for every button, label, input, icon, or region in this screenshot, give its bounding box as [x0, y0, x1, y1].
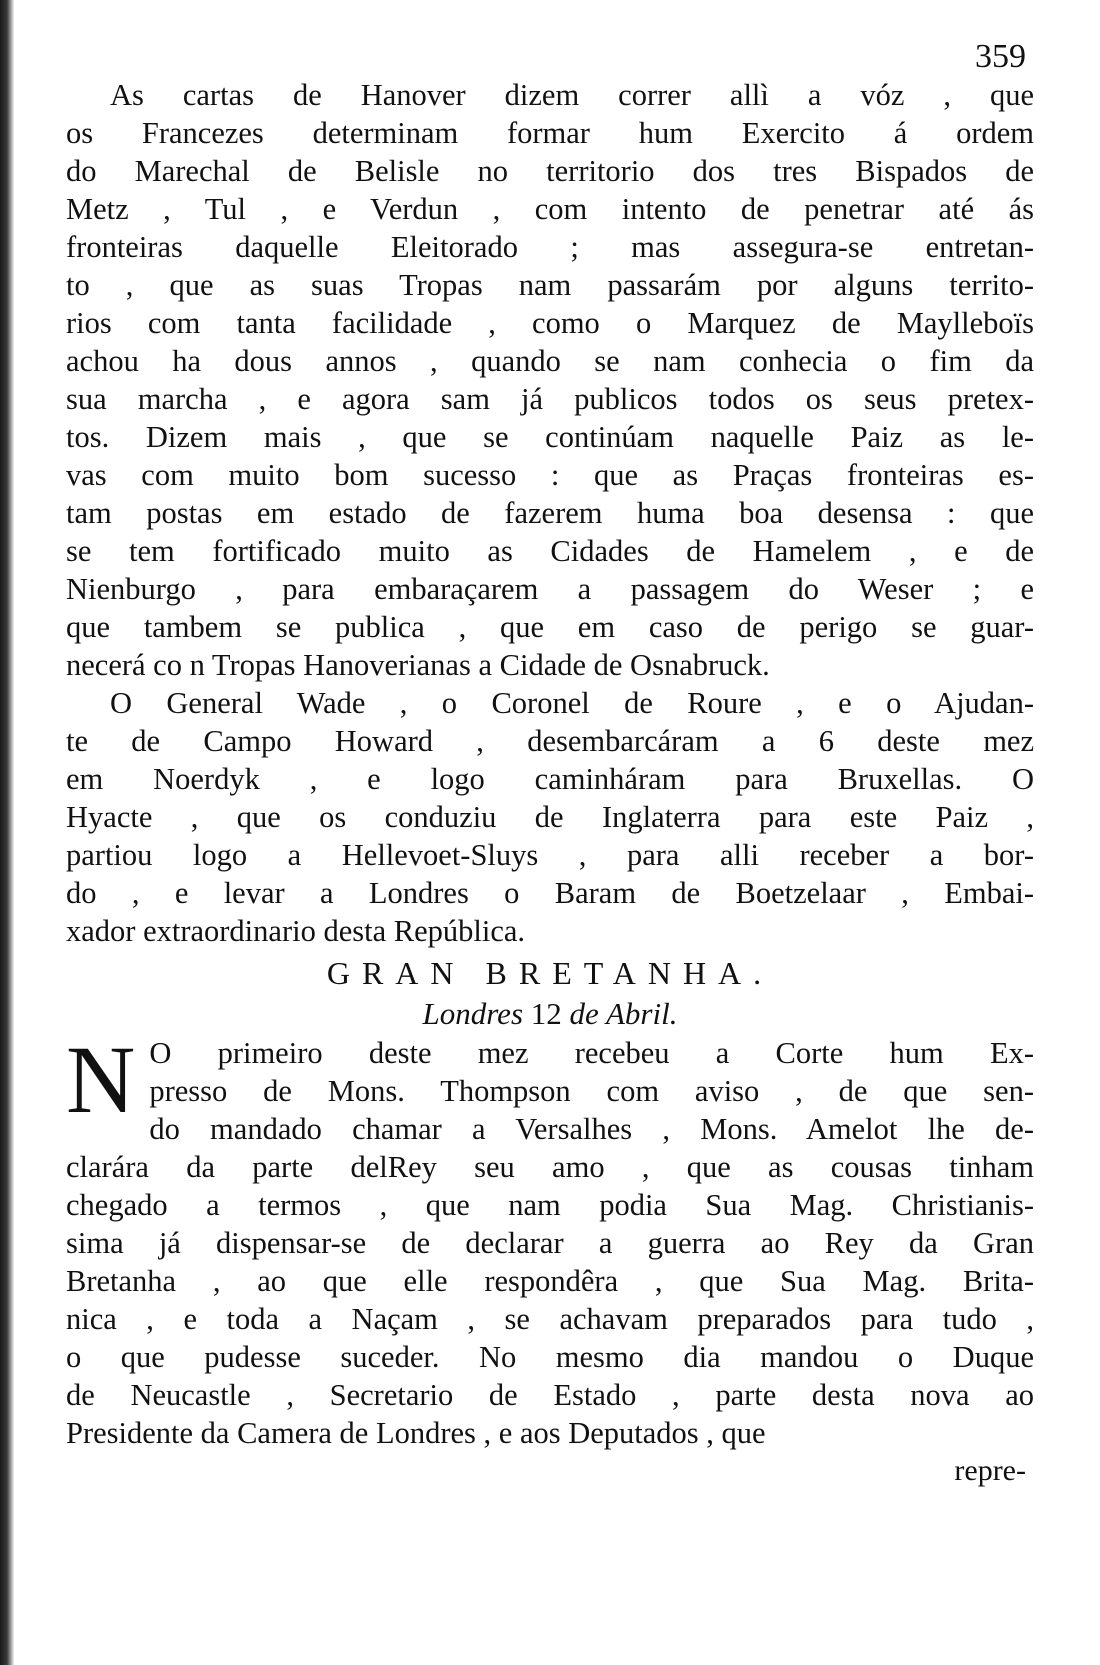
text-line: tam postas em estado de fazerem huma boa desensa : que: [66, 496, 1034, 530]
text-line: Hyacte , que os conduziu de Inglaterra para este Paiz ,: [66, 800, 1034, 834]
text-line: Nienburgo , para embaraçarem a passagem do Weser ; e: [66, 572, 1034, 606]
text-line: chegado a termos , que nam podia Sua Mag. Christianis-: [66, 1188, 1034, 1222]
text-line: O primeiro deste mez recebeu a Corte hum Ex-: [149, 1036, 1034, 1070]
text-line: que tambem se publica , que em caso de perigo se guar-: [66, 610, 1034, 644]
text-line: do Marechal de Belisle no territorio dos tres Bispados de: [66, 154, 1034, 188]
dateline-month: de Abril.: [569, 996, 678, 1031]
text-line: tos. Dizem mais , que se continúam naquelle Paiz as le-: [66, 420, 1034, 454]
dateline-day: 12: [530, 996, 562, 1031]
text-line: o que pudesse suceder. No mesmo dia mandou o Duque: [66, 1340, 1034, 1374]
text-line: de Neucastle , Secretario de Estado , parte desta nova ao: [66, 1378, 1034, 1412]
text-line: rios com tanta facilidade , como o Marquez de Maylleboïs: [66, 306, 1034, 340]
paragraph-london: [66, 1026, 1034, 1452]
text-line: vas com muito bom sucesso : que as Praças fronteiras es-: [66, 458, 1034, 492]
document-page: [66, 40, 1034, 1640]
drop-cap: N: [66, 1026, 136, 1133]
text-line: As cartas de Hanover dizem correr allì a vóz , que: [110, 78, 1034, 112]
dateline-place: Londres: [422, 996, 524, 1031]
section-heading: GRAN BRETANHA.: [326, 955, 774, 991]
text-line: partiou logo a Hellevoet-Sluys , para alli receber a bor-: [66, 838, 1034, 872]
text-line: xador extraordinario desta República.: [66, 914, 526, 948]
catchword: repre-: [954, 1454, 1026, 1487]
text-line: Presidente da Camera de Londres , e aos Deputados , que: [66, 1416, 766, 1450]
text-line: em Noerdyk , e logo caminháram para Bruxellas. O: [66, 762, 1034, 796]
text-line: se tem fortificado muito as Cidades de Hamelem , e de: [66, 534, 1034, 568]
text-line: te de Campo Howard , desembarcáram a 6 deste mez: [66, 724, 1034, 758]
text-line: sima já dispensar-se de declarar a guerra ao Rey da Gran: [66, 1226, 1034, 1260]
text-line: os Francezes determinam formar hum Exercito á ordem: [66, 116, 1034, 150]
text-line: nica , e toda a Naçam , se achavam preparados para tudo ,: [66, 1302, 1034, 1336]
page-number: 359: [975, 38, 1026, 75]
text-line: sua marcha , e agora sam já publicos todos os seus pretex-: [66, 382, 1034, 416]
text-line: Bretanha , ao que elle respondêra , que Sua Mag. Brita-: [66, 1264, 1034, 1298]
text-line: to , que as suas Tropas nam passarám por alguns territo-: [66, 268, 1034, 302]
text-line: presso de Mons. Thompson com aviso , de que sen-: [149, 1074, 1034, 1108]
dateline: [66, 994, 1034, 1034]
book-spine-shadow: [0, 0, 14, 1665]
paragraph-general-wade: [66, 684, 1034, 950]
paragraph-london-text: [66, 1026, 1034, 1452]
text-line: do mandado chamar a Versalhes , Mons. Amelot lhe de-: [149, 1112, 1034, 1146]
paragraph-hanover: [66, 76, 1034, 684]
text-line: fronteiras daquelle Eleitorado ; mas assegura-se entretan-: [66, 230, 1034, 264]
text-line: clarára da parte delRey seu amo , que as cousas tinham: [66, 1150, 1034, 1184]
text-line: O General Wade , o Coronel de Roure , e o Ajudan-: [110, 686, 1034, 720]
text-line: Metz , Tul , e Verdun , com intento de penetrar até ás: [66, 192, 1034, 226]
text-line: necerá co n Tropas Hanoverianas a Cidade de Osnabruck.: [66, 648, 770, 682]
text-line: do , e levar a Londres o Baram de Boetzelaar , Embai-: [66, 876, 1034, 910]
text-line: achou ha dous annos , quando se nam conhecia o fim da: [66, 344, 1034, 378]
